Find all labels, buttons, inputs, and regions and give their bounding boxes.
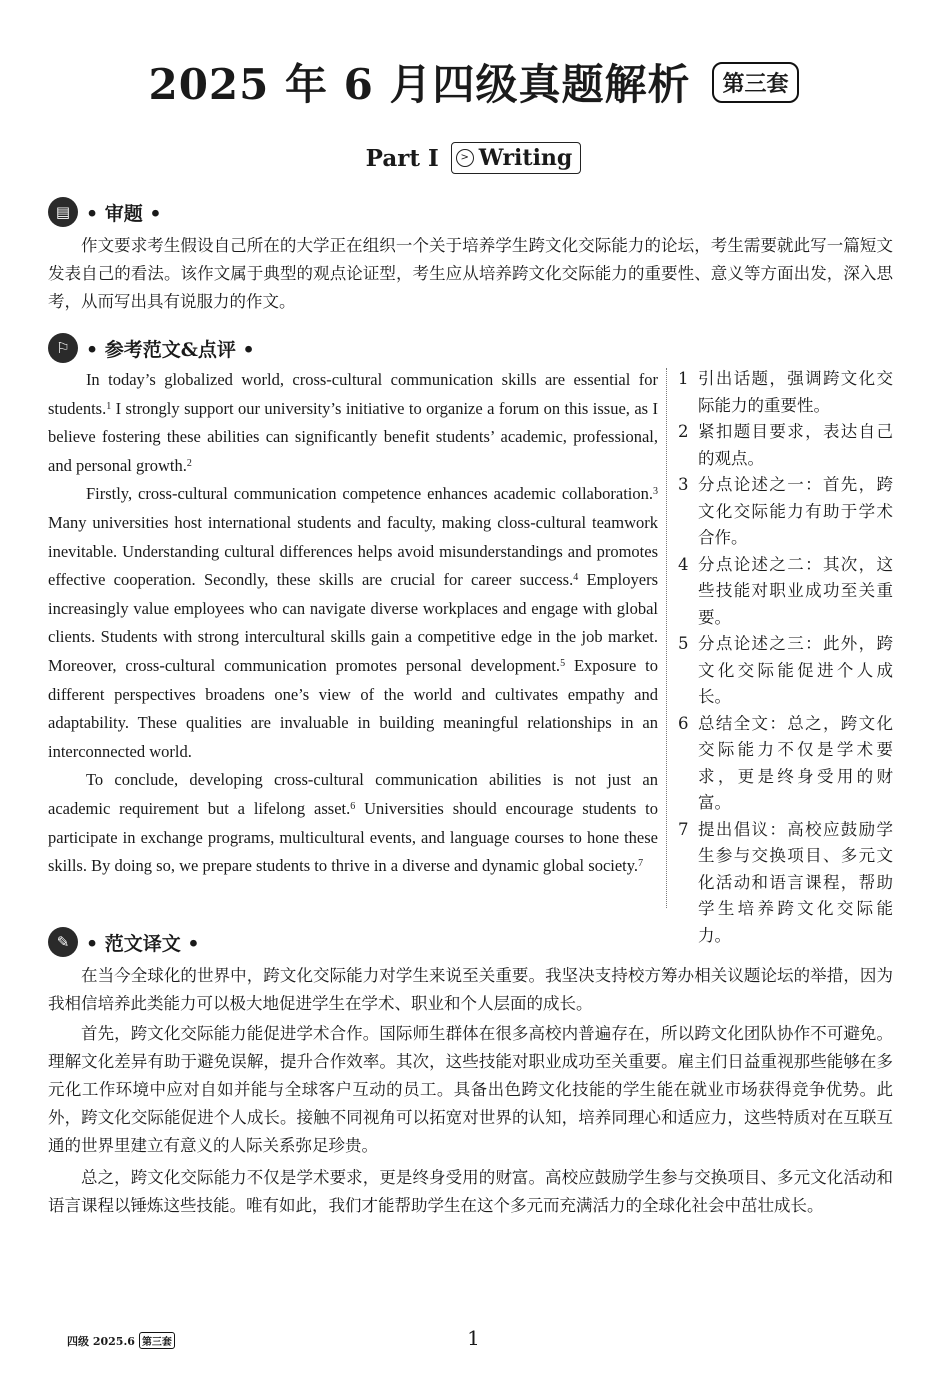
essay-sentence: Many universities host international students and faculty, making closs-cultural teamwork inevitable. Understanding cultural differences helps avoid misunderstandings and promotes effective cooperation. Secondly, these skills are crucial for career success. — [48, 512, 658, 590]
essay-sentence: In today’s globalized world, cross-cultural communication skills are essential for students. — [48, 370, 658, 418]
note-item — [678, 552, 893, 632]
note-item — [678, 817, 893, 950]
note-text: 分点论述之二：其次，这些技能对职业成功至关重要。 — [698, 554, 893, 627]
note-number: 7 — [678, 819, 689, 839]
note-item — [678, 631, 893, 711]
translation-paragraph: 在当今全球化的世界中，跨文化交际能力对学生来说至关重要。我坚决支持校方筹办相关议题论坛的举措，因为我相信培养此类能力可以极大地促进学生在学术、职业和个人层面的成长。 — [48, 966, 893, 1013]
note-marker: 5 — [560, 657, 566, 669]
part-label: Part I — [365, 144, 439, 172]
essay-paragraph — [48, 366, 658, 480]
note-text: 紧扣题目要求，表达自己的观点。 — [698, 422, 893, 468]
essay-sentence: To conclude, developing cross-cultural communication abilities is not just an academic requirement but a lifelong asset. — [48, 770, 658, 818]
part-heading — [0, 142, 947, 174]
note-text: 分点论述之一：首先，跨文化交际能力有助于学术合作。 — [698, 475, 893, 547]
set-badge: 第三套 — [712, 62, 798, 103]
page-header — [0, 52, 947, 112]
note-marker: 6 — [350, 800, 356, 812]
pen-icon: ✎ — [48, 927, 78, 957]
translation-paragraph: 首先，跨文化交际能力能促进学术合作。国际师生群体在很多高校内普遍存在，所以跨文化团队协作不可避免。理解文化差异有助于避免误解，提升合作效率。其次，这些技能对职业成功至关重要。雇主们日益重视那些能够在多元化工作环境中应对自如并能与全球客户互动的员工。具备出色跨文化技能的学生能在就业市场获得竞争优势。此外，跨文化交际能促进个人成长。接触不同视角可以拓宽对世界的认知，培养同理心和适应力，这些特质对在互联互通的世界里建立有意义的人际关系弥足珍贵。 — [48, 1024, 893, 1155]
note-number: 2 — [678, 422, 689, 441]
note-marker: 3 — [653, 486, 658, 498]
essay-sentence: Exposure to different perspectives broadens one’s view of the world and cultivates empathy and adaptability. These qualities are invaluable in building meaningful relationships in an interconnected world. — [48, 655, 658, 761]
footer-set-badge: 第三套 — [139, 1332, 175, 1349]
sample-section-title: • 参考范文&点评 • — [86, 338, 255, 361]
essay-sentence: Universities should encourage students to participate in exchange programs, multicultural events, and language courses to hone these skills. By doing so, we prepare students to thrive in a diverse and dynamic global society. — [48, 798, 658, 876]
essay-sentence: Employers increasingly value employees who can navigate diverse workplaces and engage with global clients. Students with strong intercultural skills gain a competitive edge in the job market. Moreover, cross-cultural communication promotes personal development. — [48, 570, 658, 675]
note-marker: 4 — [573, 572, 579, 584]
note-text: 提出倡议：高校应鼓励学生参与交换项目、多元文化活动和语言课程，帮助学生培养跨文化交际能力。 — [698, 819, 893, 945]
part-name: Writing — [478, 145, 573, 171]
review-section-title: • 审题 • — [86, 202, 162, 225]
note-item — [678, 419, 893, 472]
note-text: 总结全文：总之，跨文化交际能力不仅是学术要求，更是终身受用的财富。 — [698, 713, 893, 812]
note-item — [678, 366, 893, 419]
essay-paragraph — [48, 766, 658, 880]
note-item — [678, 711, 893, 817]
note-marker: 7 — [638, 858, 644, 870]
translation-paragraph: 总之，跨文化交际能力不仅是学术要求，更是终身受用的财富。高校应鼓励学生参与交换项目、多元文化活动和语言课程以锤炼这些技能。唯有如此，我们才能帮助学生在这个多元而充满活力的全球化社会中茁壮成长。 — [48, 1168, 893, 1215]
review-text: 作文要求考生假设自己所在的大学正在组织一个关于培养学生跨文化交际能力的论坛，考生需要就此写一篇短文发表自己的看法。该作文属于典型的观点论证型，考生应从培养跨文化交际能力的重要性、意义等方面出发，深入思考，从而写出具有说服力的作文。 — [48, 236, 893, 311]
note-number: 5 — [678, 634, 689, 653]
translation-section-title: • 范文译文 • — [86, 932, 200, 955]
commentary-notes — [678, 366, 893, 949]
sample-section-heading — [48, 333, 255, 363]
note-marker: 1 — [106, 400, 112, 412]
note-marker: 2 — [186, 457, 192, 469]
part-name-box — [451, 142, 582, 174]
note-item — [678, 472, 893, 552]
note-number: 3 — [678, 475, 689, 494]
translation-section-heading — [48, 927, 200, 957]
column-divider — [666, 368, 667, 908]
note-text: 引出话题，强调跨文化交际能力的重要性。 — [698, 369, 893, 415]
page-title: 2025 年 6 月四级真题解析 — [148, 60, 691, 109]
sample-essay — [48, 366, 658, 881]
document-icon: ▤ — [48, 197, 78, 227]
essay-sentence: I strongly support our university’s initiative to organize a forum on this issue, as I believe fostering these abilities can significantly benefit students’ academic, professional, and personal growth. — [48, 398, 658, 475]
note-number: 4 — [678, 554, 689, 574]
essay-paragraph — [48, 480, 658, 766]
note-number: 1 — [678, 369, 689, 388]
footer-exam: 四级 2025.6 — [67, 1334, 135, 1348]
flag-icon: ⚐ — [48, 333, 78, 363]
page-number: 1 — [467, 1326, 480, 1350]
essay-sentence: Firstly, cross-cultural communication competence enhances academic collaboration. — [85, 484, 653, 504]
note-text: 分点论述之三：此外，跨文化交际能促进个人成长。 — [698, 634, 893, 706]
review-section-heading — [48, 197, 162, 227]
arrow-circle-icon: > — [456, 149, 474, 167]
note-number: 6 — [678, 713, 689, 733]
